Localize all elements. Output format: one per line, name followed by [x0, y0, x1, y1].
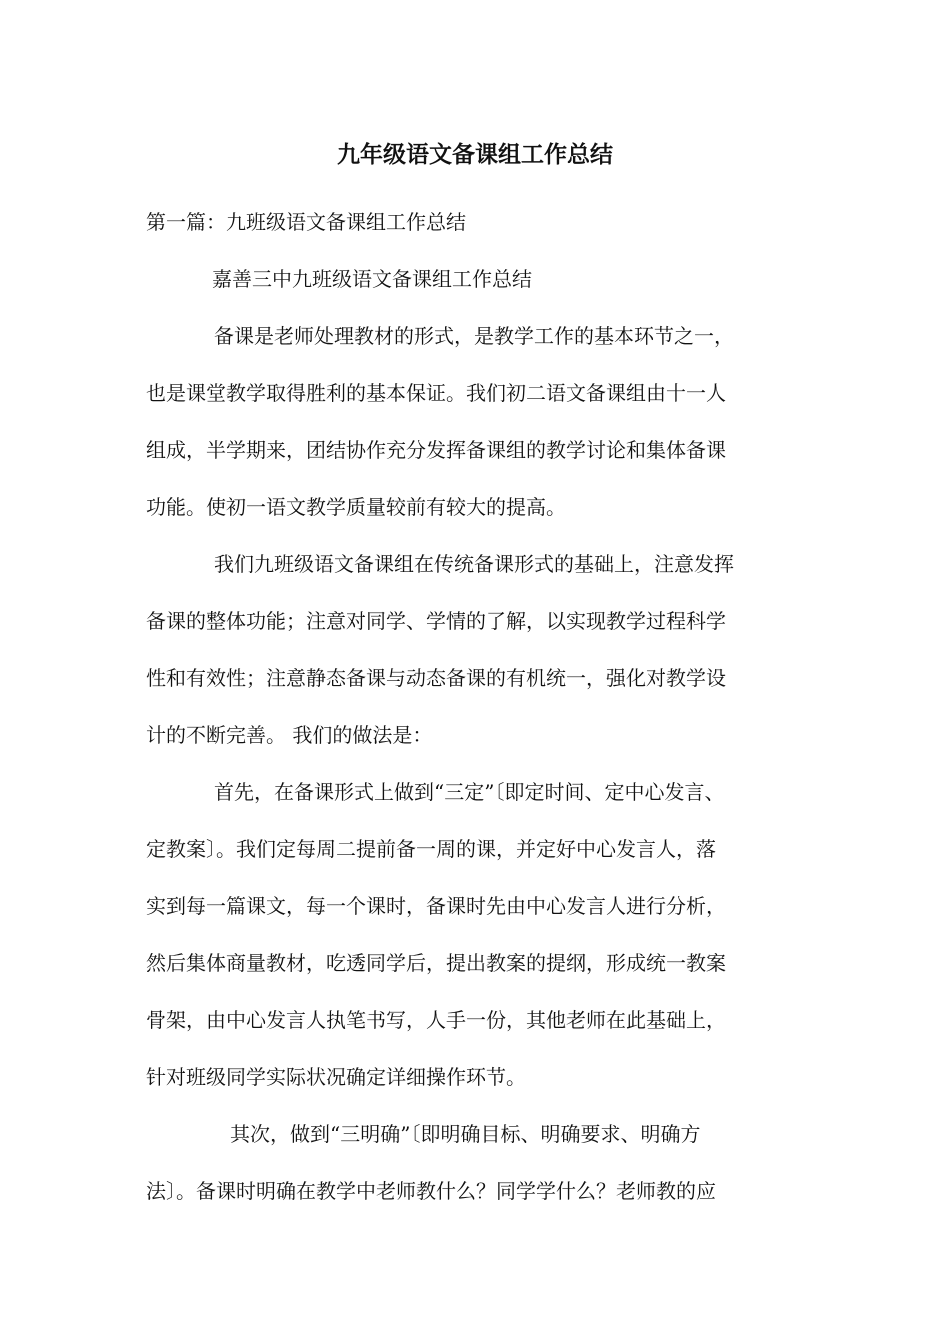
- paragraph-2-line-4: 计的不断完善。 我们的做法是：: [146, 723, 433, 747]
- paragraph-1-line-1: 备课是老师处理教材的形式，是教学工作的基本环节之一，: [214, 324, 734, 348]
- paragraph-3-line-6: 针对班级同学实际状况确定详细操作环节。: [146, 1065, 526, 1089]
- paragraph-1-line-4: 功能。使初一语文教学质量较前有较大的提高。: [146, 495, 566, 519]
- subtitle: 嘉善三中九班级语文备课组工作总结: [212, 267, 532, 291]
- paragraph-4-line-2: 法〕。备课时明确在教学中老师教什么？同学学什么？老师教的应: [146, 1179, 716, 1203]
- paragraph-3-line-2: 定教案〕。我们定每周二提前备一周的课，并定好中心发言人，落: [146, 837, 716, 861]
- document-title: 九年级语文备课组工作总结: [337, 141, 613, 168]
- paragraph-2-line-2: 备课的整体功能；注意对同学、学情的了解，以实现教学过程科学: [146, 609, 726, 633]
- paragraph-2-line-1: 我们九班级语文备课组在传统备课形式的基础上，注意发挥: [214, 552, 734, 576]
- paragraph-3-line-1: 首先，在备课形式上做到“三定”〔即定时间、定中心发言、: [214, 780, 725, 804]
- paragraph-1-line-2: 也是课堂教学取得胜利的基本保证。我们初二语文备课组由十一人: [146, 381, 726, 405]
- paragraph-2-line-3: 性和有效性；注意静态备课与动态备课的有机统一，强化对教学设: [146, 666, 726, 690]
- paragraph-1-line-3: 组成，半学期来，团结协作充分发挥备课组的教学讨论和集体备课: [146, 438, 726, 462]
- paragraph-3-line-4: 然后集体商量教材，吃透同学后，提出教案的提纲，形成统一教案: [146, 951, 726, 975]
- paragraph-3-line-3: 实到每一篇课文，每一个课时，备课时先由中心发言人进行分析，: [146, 894, 726, 918]
- paragraph-3-line-5: 骨架，由中心发言人执笔书写，人手一份，其他老师在此基础上，: [146, 1008, 726, 1032]
- section-heading: 第一篇：九班级语文备课组工作总结: [146, 210, 466, 234]
- paragraph-4-line-1: 其次，做到“三明确”〔即明确目标、明确要求、明确方: [230, 1122, 701, 1146]
